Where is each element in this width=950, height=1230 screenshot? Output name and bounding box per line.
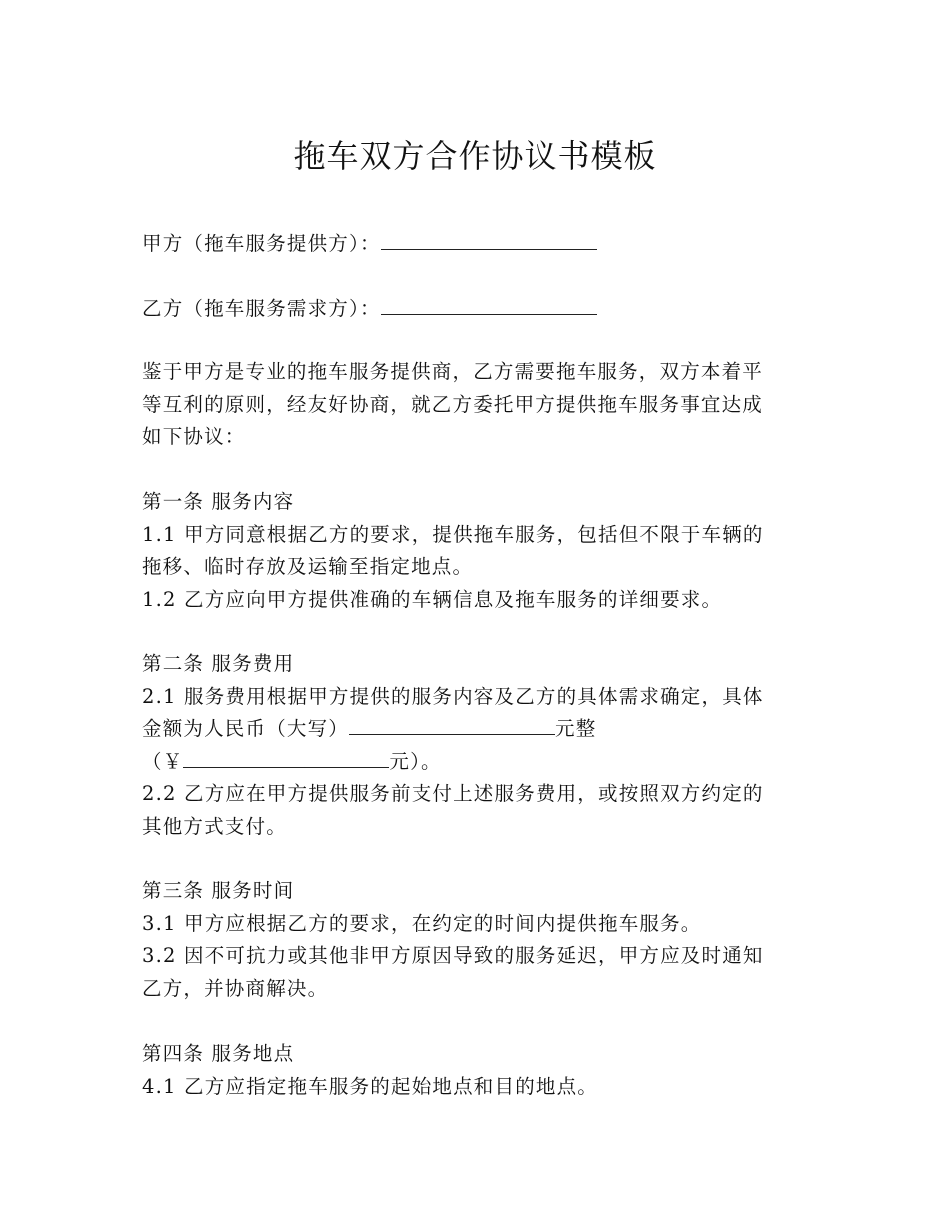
clause-1-1-line: 1.1 甲方同意根据乙方的要求，提供拖车服务，包括但不限于车辆的 bbox=[142, 522, 764, 546]
article-2-heading: 第二条 服务费用 bbox=[142, 652, 295, 675]
clause-2-1-line: 2.1 服务费用根据甲方提供的服务内容及乙方的具体需求确定，具体 bbox=[142, 684, 764, 708]
clause-3-1: 3.1 甲方应根据乙方的要求，在约定的时间内提供拖车服务。 bbox=[142, 911, 702, 935]
preamble-line: 鉴于甲方是专业的拖车服务提供商，乙方需要拖车服务，双方本着平 bbox=[142, 360, 764, 383]
document-title: 拖车双方合作协议书模板 bbox=[293, 137, 657, 175]
article-1 bbox=[142, 486, 792, 616]
preamble-line: 等互利的原则，经友好协商，就乙方委托甲方提供拖车服务事宜达成 bbox=[142, 392, 764, 416]
clause-4-1: 4.1 乙方应指定拖车服务的起始地点和目的地点。 bbox=[142, 1074, 599, 1098]
clause-2-1-amount-line bbox=[142, 713, 792, 746]
clause-3-2-line: 3.2 因不可抗力或其他非甲方原因导致的服务延迟，甲方应及时通知 bbox=[142, 944, 764, 967]
article-3-heading: 第三条 服务时间 bbox=[142, 879, 295, 902]
clause-1-2: 1.2 乙方应向甲方提供准确的车辆信息及拖车服务的详细要求。 bbox=[142, 587, 723, 611]
party-b-label: 乙方（拖车服务需求方）： bbox=[142, 297, 381, 320]
article-4-heading: 第四条 服务地点 bbox=[142, 1042, 295, 1065]
preamble-line: 如下协议： bbox=[142, 425, 246, 448]
article-2 bbox=[142, 648, 792, 843]
clause-1-1-line: 拖移、临时存放及运输至指定地点。 bbox=[142, 555, 474, 578]
amount-words-suffix: 元整 bbox=[555, 717, 597, 740]
clause-3-2-line: 乙方，并协商解决。 bbox=[142, 976, 329, 1000]
preamble bbox=[142, 356, 792, 454]
amount-words-label: 金额为人民币（大写） bbox=[142, 717, 350, 740]
amount-figure-blank[interactable] bbox=[183, 747, 389, 768]
article-3 bbox=[142, 875, 792, 1005]
clause-2-2-line: 其他方式支付。 bbox=[142, 814, 287, 838]
amount-words-blank[interactable] bbox=[349, 714, 555, 735]
amount-figure-suffix: 元）。 bbox=[389, 749, 442, 773]
article-4 bbox=[142, 1038, 792, 1103]
clause-2-1-figure-line bbox=[142, 746, 792, 779]
party-a-blank[interactable] bbox=[381, 229, 597, 250]
party-b-line bbox=[142, 293, 792, 326]
party-a-line bbox=[142, 228, 792, 261]
clause-2-2-line: 2.2 乙方应在甲方提供服务前支付上述服务费用，或按照双方约定的 bbox=[142, 782, 764, 805]
party-b-blank[interactable] bbox=[381, 294, 597, 315]
party-a-label: 甲方（拖车服务提供方）： bbox=[142, 232, 381, 255]
amount-figure-label: （￥ bbox=[142, 749, 184, 773]
article-1-heading: 第一条 服务内容 bbox=[142, 490, 295, 513]
